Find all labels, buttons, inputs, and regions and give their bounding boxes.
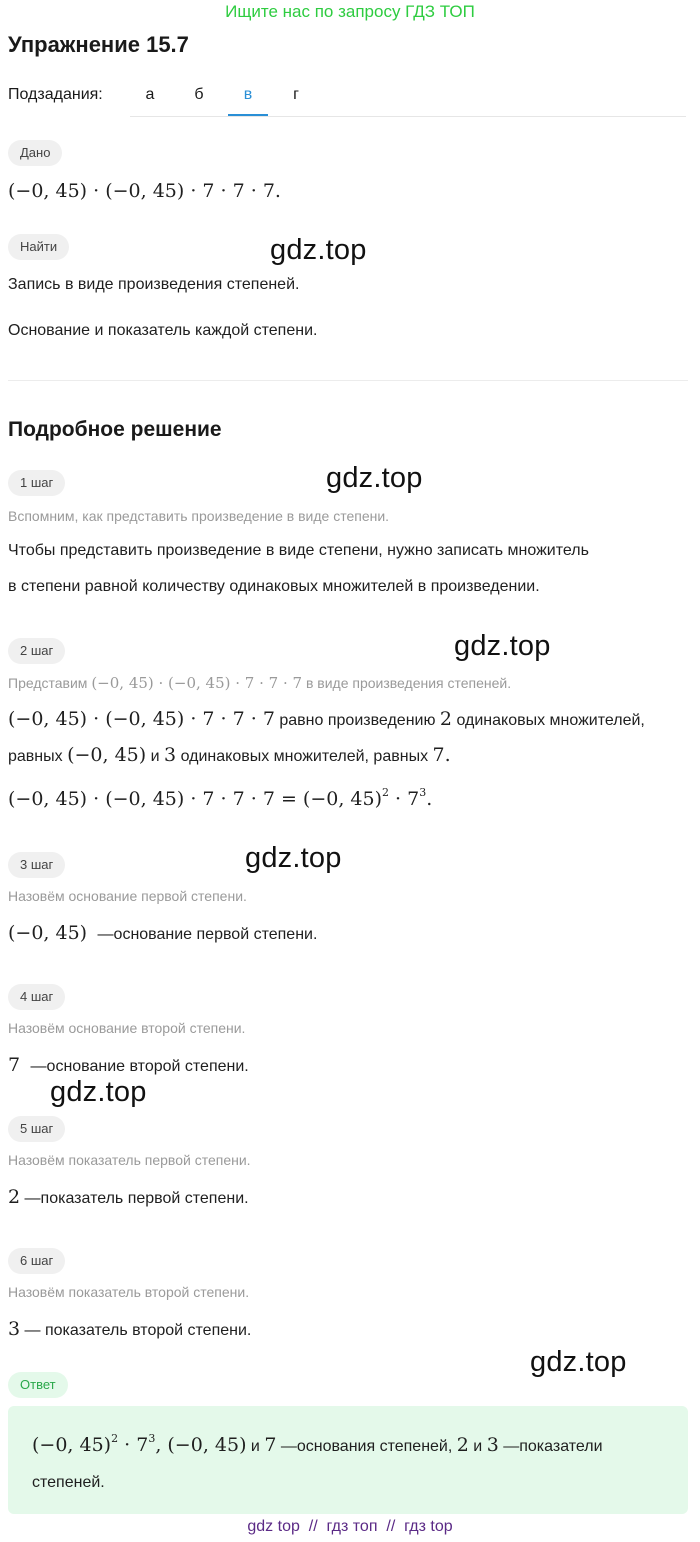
watermark: gdz.top (245, 842, 342, 874)
step-3-pill: 3 шаг (8, 852, 65, 878)
step-5-math: 2 (8, 1186, 21, 1208)
step-5-body (8, 1186, 249, 1208)
answer-line-1 (32, 1434, 603, 1456)
find-pill: Найти (8, 234, 69, 260)
find-line-2: Основание и показатель каждой степени. (8, 322, 318, 339)
step-2-line-1-math: (−0, 45) · (−0, 45) · 7 · 7 · 7 (8, 708, 275, 730)
tab-b[interactable]: б (194, 86, 204, 103)
watermark: gdz.top (270, 234, 367, 266)
step-2-hint-post: в виде произведения степеней. (305, 675, 512, 691)
watermark: gdz.top (454, 630, 551, 662)
tab-a[interactable]: а (145, 86, 155, 103)
answer-math-5: 2 (456, 1434, 469, 1456)
answer-text-1: и (246, 1438, 265, 1455)
step-2-eq-dot: · 7 (389, 788, 420, 810)
answer-math-4: 7 (264, 1434, 277, 1456)
step-4-body (8, 1054, 249, 1076)
step-2-eq-exp-2: 3 (419, 786, 427, 799)
tab-g[interactable]: г (293, 86, 299, 103)
step-2-line-2 (8, 744, 451, 766)
answer-line-2: степеней. (32, 1474, 105, 1491)
step-2-equation (8, 788, 432, 810)
answer-math-2: · 7 (118, 1434, 149, 1456)
step-2-line-2-tail: одинаковых множителей, равных (180, 748, 429, 765)
step-2-line-1 (8, 708, 645, 730)
step-2-line-1-text: равно произведению (279, 712, 436, 729)
answer-exp-2: 3 (148, 1432, 156, 1445)
given-expression: (−0, 45) · (−0, 45) · 7 · 7 · 7. (8, 180, 281, 202)
answer-text-2: —основания степеней, (276, 1438, 457, 1455)
subtasks-label: Подзадания: (8, 86, 103, 103)
step-4-text: —основание второй степени. (30, 1058, 249, 1075)
step-1-pill: 1 шаг (8, 470, 65, 496)
find-line-1: Запись в виде произведения степеней. (8, 276, 300, 293)
footer-links[interactable]: gdz top // гдз топ // гдз top (247, 1518, 453, 1535)
step-1-body-1: Чтобы представить произведение в виде степени, нужно записать множитель (8, 542, 589, 559)
answer-math-6: 3 (486, 1434, 499, 1456)
answer-box (8, 1406, 688, 1514)
step-2-line-2-mid: и (150, 748, 160, 765)
answer-math-3: , (−0, 45) (155, 1434, 247, 1456)
answer-math-1: (−0, 45) (32, 1434, 112, 1456)
step-5-text: —показатель первой степени. (24, 1190, 249, 1207)
page-title: Упражнение 15.7 (8, 32, 189, 57)
step-3-math: (−0, 45) (8, 922, 88, 944)
step-3-body (8, 922, 317, 944)
answer-text-4: —показатели (498, 1438, 603, 1455)
step-1-hint: Вспомним, как представить произведение в виде степени. (8, 508, 390, 524)
search-banner: Ищите нас по запросу ГДЗ ТОП (225, 2, 475, 21)
step-2-line-2-math: (−0, 45) (67, 744, 147, 766)
answer-text-3: и (468, 1438, 487, 1455)
step-2-line-2-end: 7. (432, 744, 451, 766)
given-pill: Дано (8, 140, 62, 166)
step-2-eq-left: (−0, 45) · (−0, 45) · 7 · 7 · 7 = (−0, 45) (8, 788, 383, 810)
step-2-eq-exp-1: 2 (382, 786, 390, 799)
watermark: gdz.top (530, 1346, 627, 1378)
step-3-text: —основание первой степени. (97, 926, 318, 943)
subtasks-tabs (130, 72, 686, 117)
step-4-pill: 4 шаг (8, 984, 65, 1010)
step-6-text: — показатель второй степени. (24, 1322, 252, 1339)
step-2-hint (8, 674, 511, 692)
step-2-eq-end: . (426, 788, 433, 810)
answer-exp-1: 2 (111, 1432, 119, 1445)
watermark: gdz.top (326, 462, 423, 494)
tab-v[interactable]: в (243, 86, 253, 103)
step-2-hint-math: (−0, 45) · (−0, 45) · 7 · 7 · 7 (91, 674, 303, 692)
step-2-pill: 2 шаг (8, 638, 65, 664)
answer-pill: Ответ (8, 1372, 68, 1398)
step-1-body-2: в степени равной количеству одинаковых множителей в произведении. (8, 578, 540, 595)
solution-heading: Подробное решение (8, 418, 222, 441)
step-2-hint-pre: Представим (8, 675, 88, 691)
step-6-body (8, 1318, 251, 1340)
step-4-hint: Назовём основание второй степени. (8, 1020, 246, 1036)
step-6-pill: 6 шаг (8, 1248, 65, 1274)
step-2-line-2-pre: равных (8, 748, 63, 765)
step-5-hint: Назовём показатель первой степени. (8, 1152, 251, 1168)
watermark: gdz.top (50, 1076, 147, 1108)
step-6-hint: Назовём показатель второй степени. (8, 1284, 250, 1300)
step-5-pill: 5 шаг (8, 1116, 65, 1142)
step-3-hint: Назовём основание первой степени. (8, 888, 247, 904)
step-2-line-2-num: 3 (164, 744, 177, 766)
step-4-math: 7 (8, 1054, 21, 1076)
active-tab-indicator (228, 114, 268, 116)
step-2-line-1-num: 2 (439, 708, 453, 730)
section-divider (8, 380, 688, 381)
step-6-math: 3 (8, 1318, 21, 1340)
step-2-line-1-tail: одинаковых множителей, (456, 712, 645, 729)
